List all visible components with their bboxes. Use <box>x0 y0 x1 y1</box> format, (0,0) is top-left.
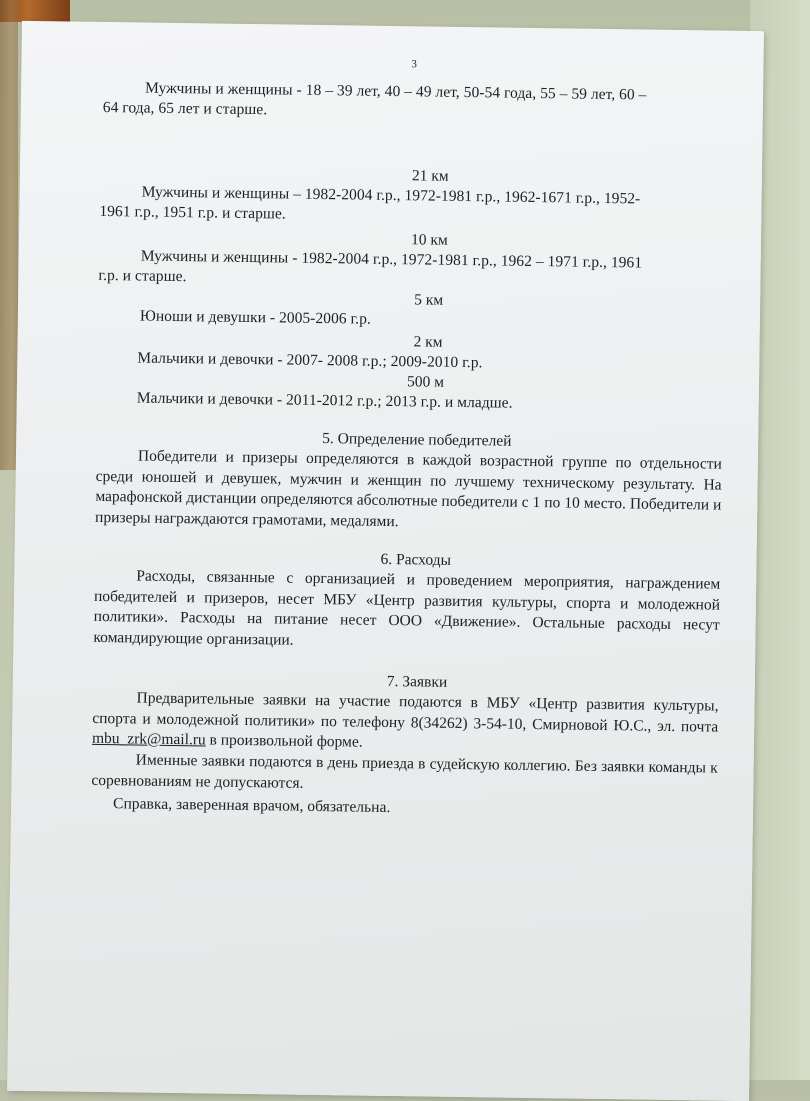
page-number: 3 <box>411 58 418 71</box>
distance-10km-line-2: г.р. и старше. <box>98 266 187 286</box>
distance-10km-title: 10 км <box>410 231 448 249</box>
distance-21km-title: 21 км <box>411 167 449 185</box>
distance-2km-title: 2 км <box>413 333 443 351</box>
section-7-text <box>92 688 719 758</box>
distance-500m-line-1: Мальчики и девочки - 2011-2012 г.р.; 2013 г.р. и младше. <box>136 389 513 412</box>
section-7-paragraph-2: Именные заявки подаются в день приезда в судейскую коллегию. Без заявки команды к соревнованиям не допускаются. <box>91 751 718 792</box>
section-7-text-start: Предварительные заявки на участие подаются в МБУ «Центр развития культуры, спорта и молодежной политики» по телефону 8(34262) 3-54-10, Смирновой Ю.С., эл. почта <box>92 689 719 736</box>
distance-2km-line-1: Мальчики и девочки - 2007- 2008 г.р.; 2009-2010 г.р. <box>137 349 483 372</box>
section-5-text: Победители и призеры определяются в каждой возрастной группе по отдельности среди юношей и девушек, мужчин и женщин по лучшему техническому результату. На марафонской дистанции определяются абсолютные победители с 1 по 10 место. Победители и призеры награждаются грамотами, медалями. <box>94 447 723 530</box>
email-link[interactable]: mbu_zrk@mail.ru <box>91 729 206 749</box>
age-groups-line-1: Мужчины и женщины - 18 – 39 лет, 40 – 49 лет, 50-54 года, 55 – 59 лет, 60 – <box>144 79 647 104</box>
distance-500m-title: 500 м <box>406 373 445 391</box>
distance-21km-line-1: Мужчины и женщины – 1982-2004 г.р., 1972-1981 г.р., 1962-1671 г.р., 1952- <box>141 183 641 208</box>
distance-10km-line-1: Мужчины и женщины - 1982-2004 г.р., 1972-1981 г.р., 1962 – 1971 г.р., 1961 <box>140 247 643 272</box>
distance-5km-line-1: Юноши и девушки - 2005-2006 г.р. <box>139 307 372 328</box>
wooden-frame-edge <box>0 0 18 470</box>
section-7-text-end: в произвольной форме. <box>205 731 363 751</box>
age-groups-line-2: 64 года, 65 лет и старше. <box>102 98 268 119</box>
section-7-paragraph-3: Справка, заверенная врачом, обязательна. <box>112 795 391 817</box>
section-5-heading: 5. Определение победителей <box>322 430 512 450</box>
document-page <box>7 21 764 1101</box>
section-7-heading: 7. Заявки <box>386 672 448 691</box>
distance-5km-title: 5 км <box>414 291 444 309</box>
section-6-heading: 6. Расходы <box>380 550 452 569</box>
distance-21km-line-2: 1961 г.р., 1951 г.р. и старше. <box>99 202 286 223</box>
section-6-text: Расходы, связанные с организацией и проведением мероприятия, награждением победителей и призеров, несет МБУ «Центр развития культуры, спорта и молодежной политики». Расходы на питание несет ООО «Движение». Остальные расходы несут командирующие организации. <box>93 567 721 649</box>
